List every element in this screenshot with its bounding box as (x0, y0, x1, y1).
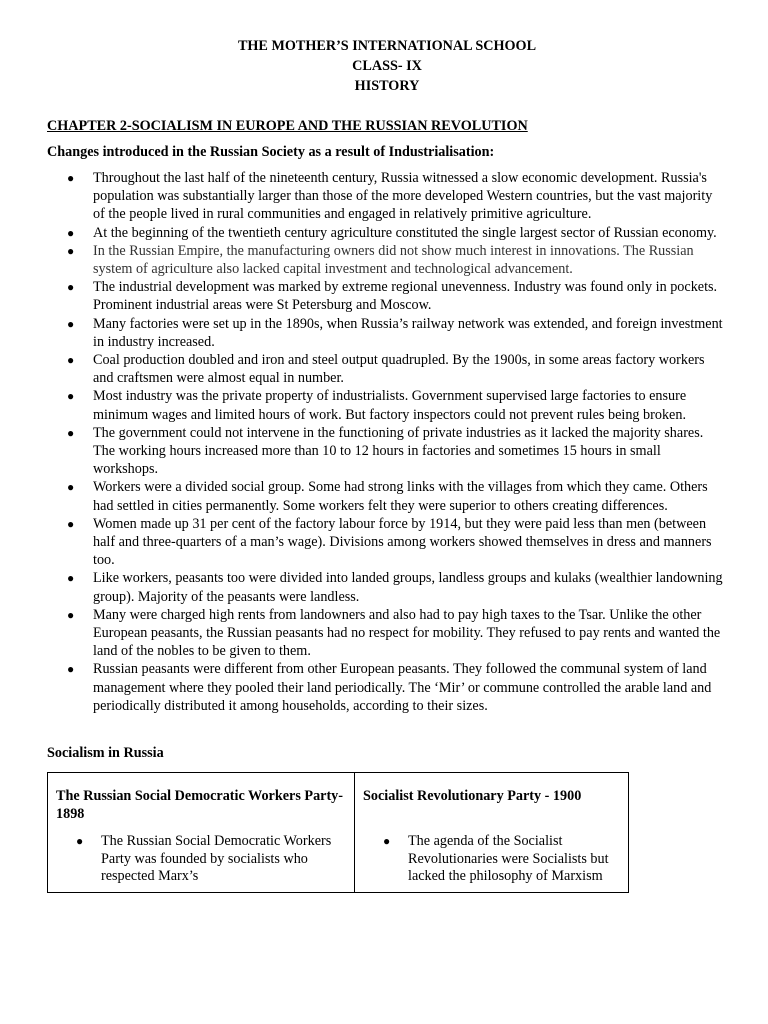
section-subheading: Changes introduced in the Russian Society as a result of Industrialisation: (47, 144, 495, 160)
list-item: ● Russian peasants were different from other European peasants. They followed the communal system of land management where they pooled their land periodically. The ‘Mir’ or commune controlled the arable land and periodically distributed it among households, according to their sizes. (67, 661, 712, 714)
list-item: ● The agenda of the Socialist Revolutionaries were Socialists but lacked the philosophy of Marxism (383, 833, 609, 885)
bullet-icon: ● (383, 834, 391, 849)
table-row (48, 773, 629, 893)
parties-table (47, 772, 629, 893)
list-item: ● The Russian Social Democratic Workers Party was founded by socialists who respected Marx’s (76, 833, 332, 885)
rsdwp-heading: The Russian Social Democratic Workers Party-1898 (56, 788, 343, 823)
list-item: ● At the beginning of the twentieth century agriculture constituted the single largest sector of Russian economy. (67, 224, 717, 241)
list-item: ● The government could not intervene in the functioning of private industries as it lacked the majority shares. The working hours increased more than 10 to 12 hours in factories and sometimes 15 hours in small workshops. (67, 424, 704, 478)
list-item: ● Many factories were set up in the 1890s, when Russia’s railway network was extended, and foreign investment in industry increased. (67, 315, 723, 350)
list-item: ● Workers were a divided social group. Some had strong links with the villages from which they came. Others had settled in cities permanently. Some workers felt they were superior to others creating differences. (67, 479, 708, 514)
bullet-icon: ● (67, 662, 75, 677)
socialism-heading: Socialism in Russia (47, 745, 164, 762)
school-name: THE MOTHER’S INTERNATIONAL SCHOOL (237, 38, 537, 54)
bullet-icon: ● (67, 607, 75, 622)
bullet-icon: ● (67, 243, 75, 258)
table-cell-srp (355, 773, 629, 893)
chapter-title: CHAPTER 2-SOCIALISM IN EUROPE AND THE RUSSIAN REVOLUTION (47, 118, 528, 134)
table-cell-rsdwp (48, 773, 355, 893)
list-item: ● Women made up 31 per cent of the factory labour force by 1914, but they were paid less than men (between half and three-quarters of a man’s wage). Divisions among workers showed themselves in dress and manners too. (67, 515, 712, 569)
bullet-icon: ● (67, 389, 75, 404)
document-page (47, 36, 727, 893)
list-item: ● The industrial development was marked by extreme regional unevenness. Industry was found only in pockets. Prominent industrial areas were St Petersburg and Moscow. (67, 279, 718, 314)
list-item: ● Many were charged high rents from landowners and also had to pay high taxes to the Tsar. Unlike the other European peasants, the Russian peasants had no respect for mobility. They refused to pay rents and wanted the land of the nobles to be given to them. (67, 606, 721, 660)
srp-heading: Socialist Revolutionary Party - 1900 (363, 788, 582, 805)
bullet-icon: ● (67, 425, 75, 440)
list-item: ● Like workers, peasants too were divided into landed groups, landless groups and kulaks (wealthier landowning group). Majority of the peasants were landless. (67, 570, 723, 605)
bullet-icon: ● (67, 571, 75, 586)
bullet-icon: ● (67, 171, 75, 185)
list-item: ● Throughout the last half of the nineteenth century, Russia witnessed a slow economic development. Russia's population was substantially larger than those of the more developed Western countries, but the vast majority of the people lived in rural communities and engaged in relatively primitive agriculture. (67, 170, 713, 223)
bullet-icon: ● (76, 834, 84, 849)
industrialisation-points-list (47, 169, 727, 715)
bullet-icon: ● (67, 353, 75, 368)
list-item: ● In the Russian Empire, the manufacturing owners did not show much interest in innovations. The Russian system of agriculture also lacked capital investment and technological advancement. (67, 242, 694, 278)
bullet-icon: ● (67, 480, 75, 495)
bullet-icon: ● (67, 280, 75, 295)
document-header (47, 36, 727, 96)
bullet-icon: ● (67, 225, 75, 240)
subject-label: HISTORY (354, 78, 420, 94)
list-item: ● Most industry was the private property of industrialists. Government supervised large factories to ensure minimum wages and limited hours of work. But factory inspectors could not prevent rules being broken. (67, 388, 687, 423)
bullet-icon: ● (67, 316, 75, 331)
class-label: CLASS- IX (352, 58, 422, 74)
bullet-icon: ● (67, 516, 75, 531)
list-item: ● Coal production doubled and iron and steel output quadrupled. By the 1900s, in some areas factory workers and craftsmen were almost equal in number. (67, 352, 705, 387)
